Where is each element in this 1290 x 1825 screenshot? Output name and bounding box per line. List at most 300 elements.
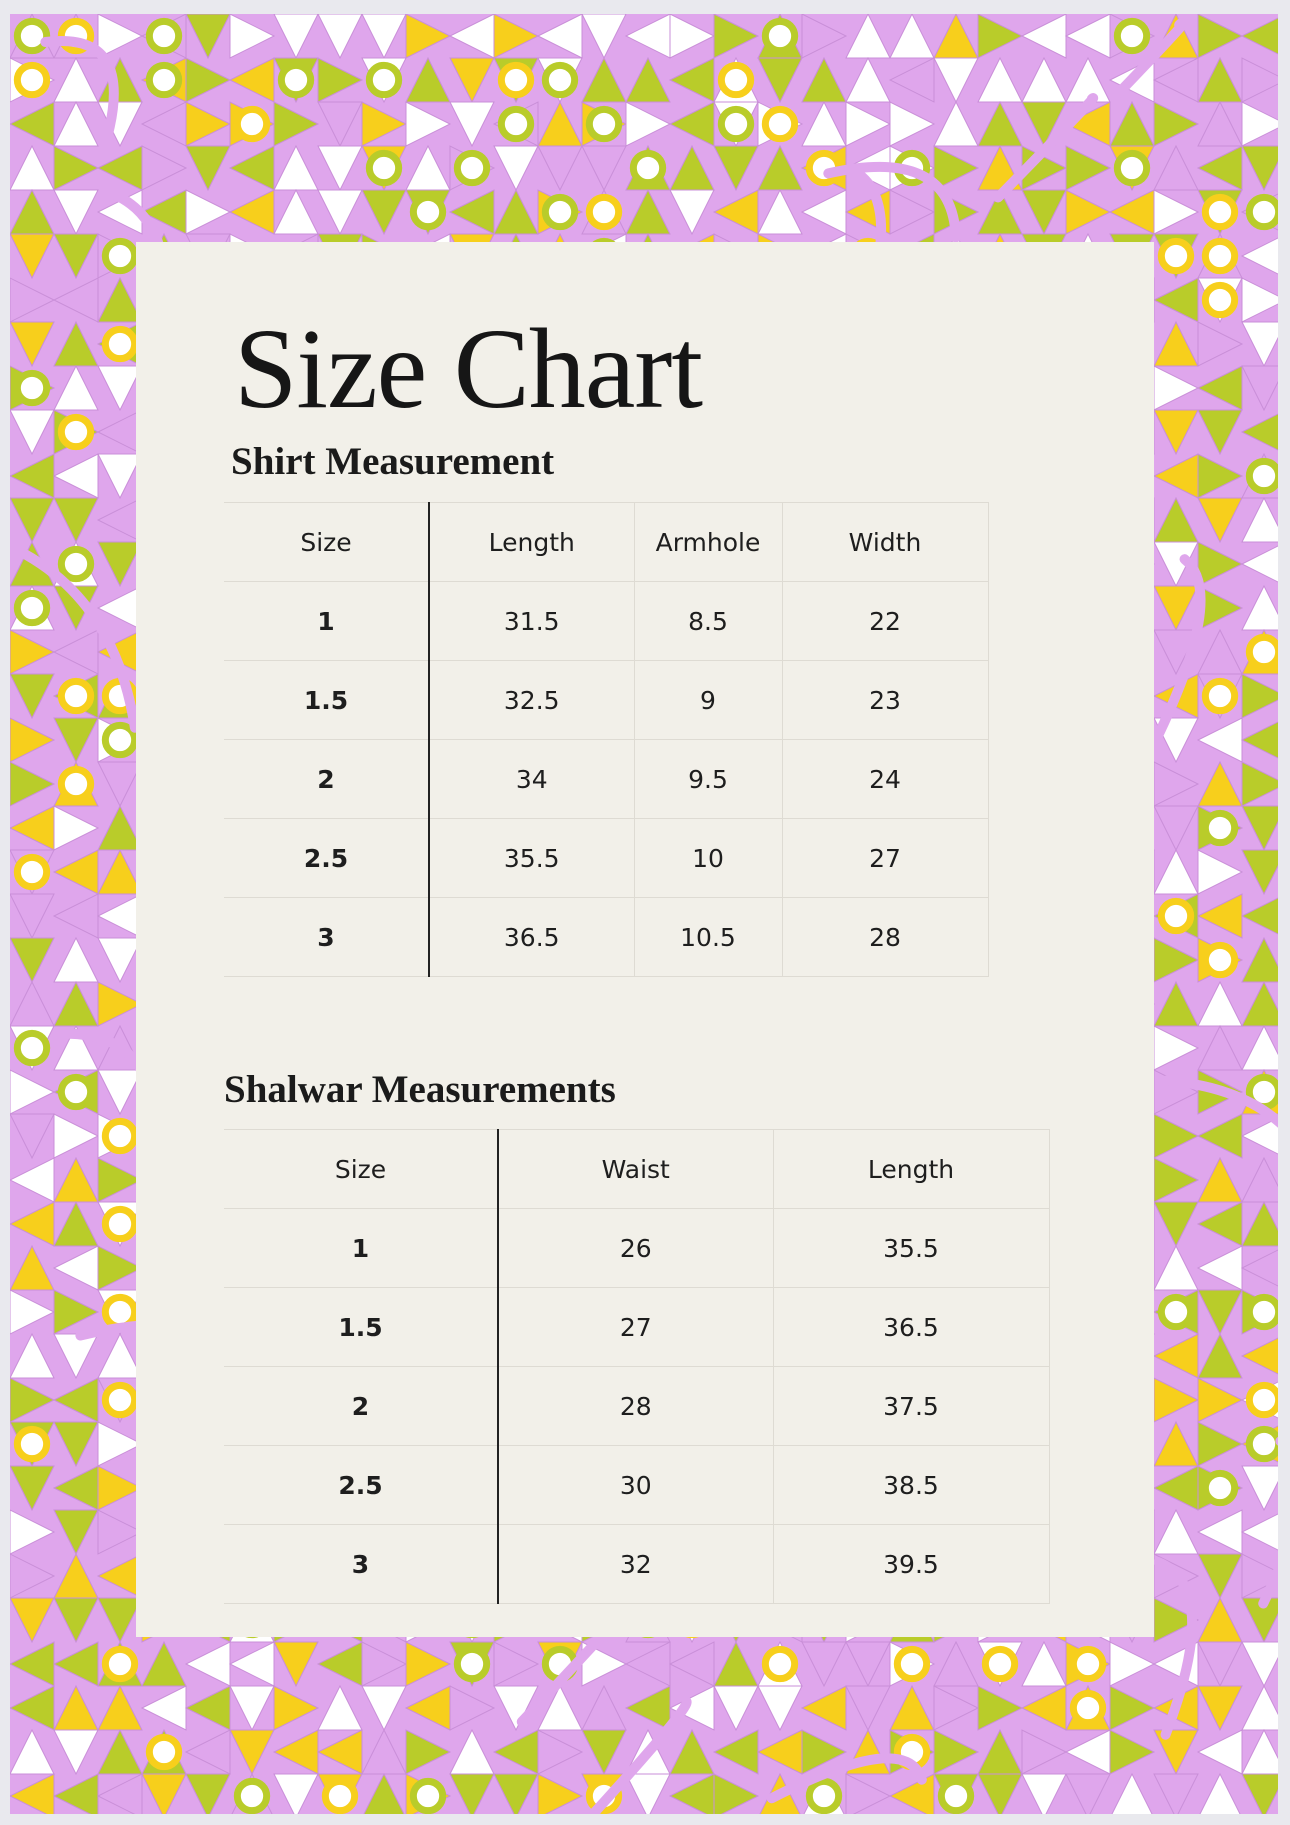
pattern-ring	[149, 21, 178, 50]
pattern-triangle	[54, 1246, 98, 1290]
pattern-triangle	[1242, 322, 1278, 366]
pattern-triangle	[406, 1730, 450, 1774]
pattern-triangle	[142, 1642, 186, 1686]
pattern-ring	[17, 373, 46, 402]
pattern-triangle	[1154, 1378, 1198, 1422]
length-cell: 36.5	[429, 898, 634, 977]
pattern-ring	[721, 109, 750, 138]
pattern-ring	[1205, 241, 1234, 270]
pattern-triangle	[54, 1378, 98, 1422]
pattern-ring	[457, 153, 486, 182]
pattern-triangle	[934, 14, 978, 58]
pattern-triangle	[1154, 586, 1198, 630]
pattern-triangle	[1242, 674, 1278, 718]
pattern-triangle	[10, 1598, 54, 1642]
pattern-triangle	[1154, 1246, 1198, 1290]
pattern-triangle	[1154, 762, 1198, 806]
pattern-triangle	[186, 14, 230, 58]
pattern-triangle	[1154, 1334, 1198, 1378]
pattern-triangle	[1242, 894, 1278, 938]
length-cell: 39.5	[773, 1525, 1049, 1604]
size-cell: 1.5	[224, 1288, 498, 1367]
pattern-triangle	[1198, 1598, 1242, 1642]
pattern-triangle	[10, 938, 54, 982]
pattern-triangle	[1198, 1774, 1242, 1814]
pattern-triangle	[890, 1686, 934, 1730]
pattern-triangle	[1198, 58, 1242, 102]
pattern-triangle	[406, 1642, 450, 1686]
pattern-triangle	[626, 14, 670, 58]
pattern-triangle	[450, 102, 494, 146]
pattern-triangle	[318, 58, 362, 102]
pattern-triangle	[538, 102, 582, 146]
size-cell: 3	[224, 1525, 498, 1604]
pattern-triangle	[758, 1686, 802, 1730]
pattern-triangle	[98, 1730, 142, 1774]
pattern-ring	[413, 1781, 442, 1810]
pattern-triangle	[1242, 718, 1278, 762]
pattern-ring	[105, 241, 134, 270]
pattern-triangle	[1066, 146, 1110, 190]
pattern-triangle	[10, 1114, 54, 1158]
pattern-triangle	[1198, 1290, 1242, 1334]
pattern-triangle	[1198, 1730, 1242, 1774]
pattern-ring	[237, 109, 266, 138]
pattern-triangle	[54, 982, 98, 1026]
pattern-ring	[413, 197, 442, 226]
pattern-ring	[61, 1077, 90, 1106]
waist-cell: 30	[498, 1446, 773, 1525]
pattern-triangle	[1154, 1422, 1198, 1466]
pattern-triangle	[538, 146, 582, 190]
pattern-triangle	[362, 1730, 406, 1774]
pattern-ring	[589, 197, 618, 226]
pattern-triangle	[406, 1686, 450, 1730]
pattern-triangle	[670, 58, 714, 102]
pattern-triangle	[1198, 14, 1242, 58]
pattern-triangle	[54, 1598, 98, 1642]
pattern-triangle	[1154, 146, 1198, 190]
pattern-triangle	[98, 146, 142, 190]
pattern-triangle	[1154, 850, 1198, 894]
pattern-triangle	[802, 58, 846, 102]
pattern-triangle	[714, 1730, 758, 1774]
shalwar-measurements-heading: Shalwar Measurements	[224, 1068, 616, 1111]
pattern-triangle	[494, 1730, 538, 1774]
table-header-row	[224, 1130, 1049, 1209]
pattern-triangle	[1242, 410, 1278, 454]
pattern-triangle	[1022, 1730, 1066, 1774]
pattern-ring	[17, 857, 46, 886]
pattern-triangle	[626, 1642, 670, 1686]
pattern-triangle	[10, 1290, 54, 1334]
pattern-triangle	[1242, 982, 1278, 1026]
width-cell: 28	[782, 898, 988, 977]
pattern-triangle	[758, 1730, 802, 1774]
pattern-triangle	[1198, 1642, 1242, 1686]
pattern-ring	[501, 109, 530, 138]
pattern-ring	[149, 1737, 178, 1766]
pattern-ring	[545, 197, 574, 226]
pattern-ring	[105, 1649, 134, 1678]
pattern-triangle	[1154, 1730, 1198, 1774]
pattern-ring	[457, 1649, 486, 1678]
pattern-ring	[1161, 241, 1190, 270]
pattern-ring	[17, 593, 46, 622]
pattern-ring	[1205, 945, 1234, 974]
pattern-triangle	[1198, 1686, 1242, 1730]
pattern-triangle	[1198, 1510, 1242, 1554]
pattern-triangle	[846, 1686, 890, 1730]
pattern-ring	[1249, 1385, 1278, 1414]
pattern-triangle	[494, 1774, 538, 1814]
pattern-triangle	[10, 718, 54, 762]
size-cell: 1	[224, 582, 429, 661]
pattern-triangle	[1242, 278, 1278, 322]
pattern-ring	[1249, 197, 1278, 226]
pattern-triangle	[890, 14, 934, 58]
pattern-triangle	[714, 14, 758, 58]
pattern-triangle	[450, 1730, 494, 1774]
pattern-triangle	[1198, 894, 1242, 938]
width-cell: 23	[782, 661, 988, 740]
pattern-triangle	[54, 1774, 98, 1814]
pattern-triangle	[1154, 1774, 1198, 1814]
pattern-triangle	[846, 58, 890, 102]
pattern-triangle	[1154, 190, 1198, 234]
waist-cell: 27	[498, 1288, 773, 1367]
pattern-triangle	[714, 1686, 758, 1730]
pattern-ring	[369, 65, 398, 94]
pattern-triangle	[890, 58, 934, 102]
pattern-triangle	[10, 1334, 54, 1378]
pattern-triangle	[54, 1158, 98, 1202]
pattern-triangle	[274, 190, 318, 234]
pattern-ring	[149, 65, 178, 94]
pattern-triangle	[1242, 102, 1278, 146]
pattern-triangle	[1198, 718, 1242, 762]
pattern-triangle	[1154, 938, 1198, 982]
pattern-triangle	[54, 234, 98, 278]
pattern-triangle	[54, 190, 98, 234]
pattern-triangle	[54, 938, 98, 982]
pattern-triangle	[10, 1378, 54, 1422]
pattern-triangle	[230, 1686, 274, 1730]
pattern-triangle	[670, 1642, 714, 1686]
pattern-triangle	[318, 1642, 362, 1686]
pattern-triangle	[186, 58, 230, 102]
pattern-triangle	[758, 58, 802, 102]
pattern-ring	[17, 1429, 46, 1458]
pattern-ring	[545, 65, 574, 94]
pattern-triangle	[1242, 1158, 1278, 1202]
pattern-triangle	[1198, 1026, 1242, 1070]
pattern-triangle	[802, 14, 846, 58]
column-header-width: Width	[782, 503, 988, 582]
pattern-ring	[765, 1649, 794, 1678]
pattern-triangle	[450, 58, 494, 102]
pattern-triangle	[1154, 366, 1198, 410]
armhole-cell: 9	[634, 661, 782, 740]
size-cell: 2.5	[224, 819, 429, 898]
pattern-triangle	[1110, 1686, 1154, 1730]
pattern-triangle	[1022, 58, 1066, 102]
length-cell: 35.5	[429, 819, 634, 898]
pattern-ring	[633, 153, 662, 182]
pattern-ring	[17, 65, 46, 94]
pattern-triangle	[54, 1642, 98, 1686]
pattern-triangle	[582, 1686, 626, 1730]
pattern-triangle	[934, 1686, 978, 1730]
pattern-triangle	[54, 1554, 98, 1598]
pattern-triangle	[186, 102, 230, 146]
table-row	[224, 1525, 1049, 1604]
pattern-ring	[105, 1209, 134, 1238]
pattern-triangle	[1154, 1114, 1198, 1158]
pattern-triangle	[54, 1686, 98, 1730]
pattern-ring	[1205, 1473, 1234, 1502]
pattern-triangle	[54, 498, 98, 542]
pattern-triangle	[1242, 1510, 1278, 1554]
pattern-triangle	[230, 1730, 274, 1774]
length-cell: 35.5	[773, 1209, 1049, 1288]
pattern-ring	[105, 1385, 134, 1414]
pattern-triangle	[978, 14, 1022, 58]
pattern-triangle	[10, 1642, 54, 1686]
pattern-triangle	[362, 190, 406, 234]
pattern-triangle	[318, 190, 362, 234]
pattern-triangle	[10, 1554, 54, 1598]
pattern-triangle	[714, 190, 758, 234]
pattern-ring	[1117, 153, 1146, 182]
pattern-triangle	[10, 1158, 54, 1202]
pattern-triangle	[1022, 1686, 1066, 1730]
pattern-triangle	[1242, 1466, 1278, 1510]
pattern-triangle	[1154, 410, 1198, 454]
pattern-triangle	[10, 630, 54, 674]
pattern-triangle	[1066, 1774, 1110, 1814]
pattern-triangle	[54, 1466, 98, 1510]
pattern-triangle	[1198, 1246, 1242, 1290]
pattern-ring	[1205, 813, 1234, 842]
pattern-ring	[105, 725, 134, 754]
pattern-triangle	[10, 498, 54, 542]
size-cell: 1.5	[224, 661, 429, 740]
length-cell: 36.5	[773, 1288, 1049, 1367]
pattern-triangle	[1242, 58, 1278, 102]
pattern-triangle	[54, 102, 98, 146]
pattern-triangle	[450, 1774, 494, 1814]
pattern-triangle	[10, 1466, 54, 1510]
pattern-triangle	[1242, 1730, 1278, 1774]
pattern-ring	[897, 1649, 926, 1678]
waist-cell: 26	[498, 1209, 773, 1288]
pattern-triangle	[494, 190, 538, 234]
pattern-triangle	[494, 146, 538, 190]
pattern-triangle	[538, 1730, 582, 1774]
pattern-triangle	[406, 14, 450, 58]
pattern-triangle	[714, 146, 758, 190]
column-header-length: Length	[429, 503, 634, 582]
pattern-triangle	[1066, 58, 1110, 102]
pattern-triangle	[274, 1730, 318, 1774]
pattern-triangle	[10, 894, 54, 938]
pattern-ring	[325, 1781, 354, 1810]
size-cell: 2	[224, 740, 429, 819]
pattern-ring	[985, 1649, 1014, 1678]
waist-cell: 32	[498, 1525, 773, 1604]
pattern-triangle	[1154, 498, 1198, 542]
length-cell: 32.5	[429, 661, 634, 740]
pattern-triangle	[186, 1774, 230, 1814]
pattern-triangle	[54, 278, 98, 322]
pattern-triangle	[1198, 542, 1242, 586]
pattern-triangle	[362, 1686, 406, 1730]
pattern-triangle	[10, 1070, 54, 1114]
pattern-triangle	[1110, 1642, 1154, 1686]
pattern-triangle	[186, 1730, 230, 1774]
table-row	[224, 1367, 1049, 1446]
column-header-waist: Waist	[498, 1130, 773, 1209]
pattern-triangle	[1154, 1158, 1198, 1202]
pattern-triangle	[406, 146, 450, 190]
pattern-triangle	[1242, 234, 1278, 278]
pattern-triangle	[1198, 102, 1242, 146]
pattern-triangle	[1242, 1686, 1278, 1730]
pattern-triangle	[54, 58, 98, 102]
pattern-triangle	[10, 146, 54, 190]
pattern-triangle	[54, 806, 98, 850]
pattern-triangle	[626, 1686, 670, 1730]
pattern-triangle	[54, 1334, 98, 1378]
pattern-triangle	[54, 630, 98, 674]
pattern-triangle	[362, 102, 406, 146]
pattern-triangle	[54, 850, 98, 894]
pattern-ring	[61, 769, 90, 798]
pattern-triangle	[1242, 542, 1278, 586]
pattern-triangle	[1242, 938, 1278, 982]
pattern-triangle	[230, 1642, 274, 1686]
pattern-triangle	[1154, 58, 1198, 102]
pattern-ring	[589, 109, 618, 138]
pattern-triangle	[230, 146, 274, 190]
pattern-triangle	[1198, 982, 1242, 1026]
column-header-armhole: Armhole	[634, 503, 782, 582]
pattern-triangle	[142, 146, 186, 190]
pattern-triangle	[1198, 1114, 1242, 1158]
pattern-triangle	[1198, 498, 1242, 542]
size-cell: 2	[224, 1367, 498, 1446]
pattern-triangle	[978, 102, 1022, 146]
pattern-triangle	[802, 1642, 846, 1686]
pattern-triangle	[1154, 322, 1198, 366]
pattern-triangle	[406, 58, 450, 102]
pattern-triangle	[670, 1774, 714, 1814]
pattern-triangle	[318, 14, 362, 58]
table-row	[224, 819, 988, 898]
pattern-triangle	[538, 14, 582, 58]
pattern-triangle	[1198, 1202, 1242, 1246]
pattern-triangle	[1154, 1466, 1198, 1510]
pattern-triangle	[1242, 1774, 1278, 1814]
pattern-triangle	[1198, 762, 1242, 806]
pattern-triangle	[1066, 190, 1110, 234]
pattern-triangle	[10, 674, 54, 718]
pattern-ring	[369, 153, 398, 182]
table-row	[224, 661, 988, 740]
pattern-triangle	[1198, 1158, 1242, 1202]
pattern-triangle	[10, 410, 54, 454]
armhole-cell: 10	[634, 819, 782, 898]
pattern-ring	[1249, 637, 1278, 666]
pattern-triangle	[890, 102, 934, 146]
shirt-measurement-table	[224, 502, 989, 977]
table-row	[224, 1209, 1049, 1288]
pattern-ring	[105, 1121, 134, 1150]
pattern-ring	[1073, 1693, 1102, 1722]
pattern-triangle	[186, 146, 230, 190]
pattern-triangle	[1066, 14, 1110, 58]
pattern-triangle	[274, 146, 318, 190]
pattern-ring	[1205, 285, 1234, 314]
pattern-triangle	[10, 1730, 54, 1774]
pattern-triangle	[1022, 1642, 1066, 1686]
pattern-triangle	[1110, 102, 1154, 146]
pattern-triangle	[54, 322, 98, 366]
pattern-triangle	[1242, 498, 1278, 542]
pattern-triangle	[318, 146, 362, 190]
pattern-triangle	[98, 1686, 142, 1730]
pattern-triangle	[186, 1686, 230, 1730]
table-row	[224, 582, 988, 661]
pattern-triangle	[10, 1202, 54, 1246]
pattern-triangle	[846, 1642, 890, 1686]
pattern-triangle	[1242, 850, 1278, 894]
waist-cell: 28	[498, 1367, 773, 1446]
column-header-size: Size	[224, 1130, 498, 1209]
table-row	[224, 1446, 1049, 1525]
pattern-triangle	[890, 190, 934, 234]
pattern-triangle	[1022, 190, 1066, 234]
pattern-triangle	[1198, 850, 1242, 894]
pattern-ring	[61, 681, 90, 710]
pattern-triangle	[142, 1686, 186, 1730]
size-cell: 3	[224, 898, 429, 977]
pattern-triangle	[1154, 454, 1198, 498]
pattern-triangle	[54, 1202, 98, 1246]
pattern-triangle	[582, 1730, 626, 1774]
pattern-triangle	[10, 278, 54, 322]
pattern-triangle	[934, 1642, 978, 1686]
armhole-cell: 10.5	[634, 898, 782, 977]
pattern-ring	[237, 1781, 266, 1810]
pattern-triangle	[1154, 278, 1198, 322]
pattern-ring	[1205, 197, 1234, 226]
pattern-ring	[721, 65, 750, 94]
pattern-triangle	[318, 1686, 362, 1730]
pattern-triangle	[10, 322, 54, 366]
pattern-triangle	[1242, 1642, 1278, 1686]
pattern-triangle	[1198, 630, 1242, 674]
pattern-triangle	[1198, 1334, 1242, 1378]
pattern-triangle	[274, 1686, 318, 1730]
pattern-triangle	[758, 190, 802, 234]
pattern-triangle	[1154, 1026, 1198, 1070]
pattern-ring	[1161, 1297, 1190, 1326]
pattern-triangle	[582, 14, 626, 58]
pattern-triangle	[670, 146, 714, 190]
pattern-triangle	[978, 1774, 1022, 1814]
